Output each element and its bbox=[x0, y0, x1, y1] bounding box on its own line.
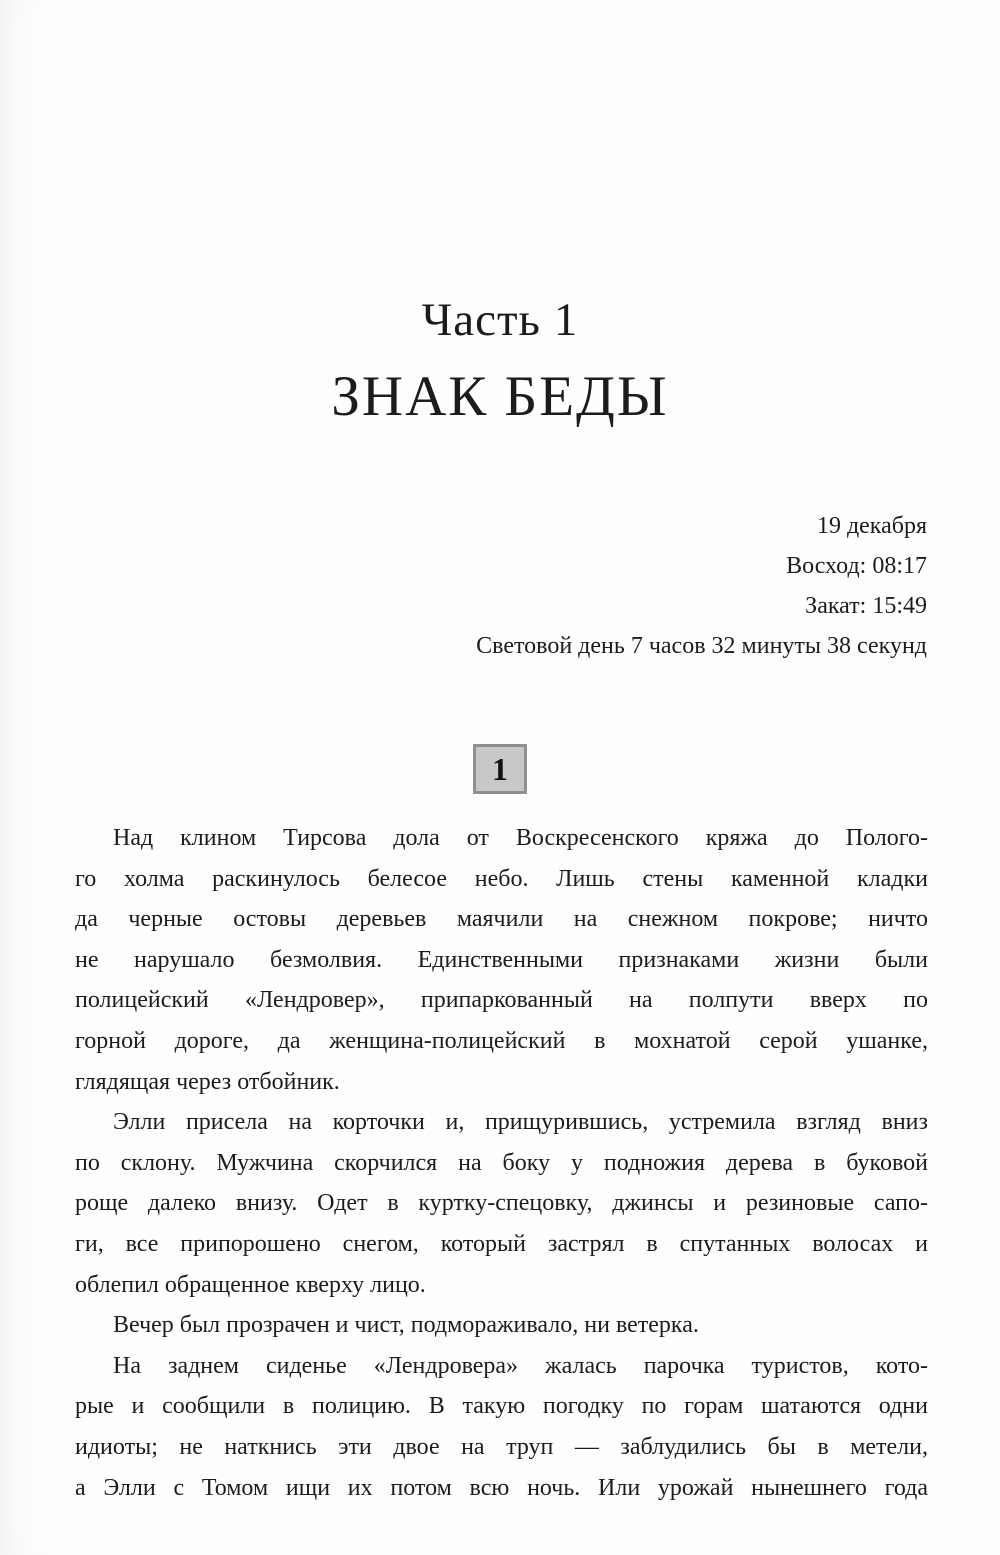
text-line: На заднем сиденье «Лендровера» жалась парочка туристов, кото- bbox=[113, 1352, 928, 1379]
paragraph bbox=[75, 1346, 928, 1508]
text-line: а Элли с Томом ищи их потом всю ночь. Или урожай нынешнего года bbox=[75, 1474, 928, 1501]
text-line: глядящая через отбойник. bbox=[75, 1068, 340, 1095]
epigraph-line: Закат: 15:49 bbox=[805, 593, 927, 619]
book-title: ЗНАК БЕДЫ bbox=[331, 365, 669, 428]
text-line: идиоты; не наткнись эти двое на труп — заблудились бы в метели, bbox=[75, 1433, 928, 1460]
paragraph bbox=[75, 1305, 928, 1346]
text-line: Элли присела на корточки и, прищурившись, устремила взгляд вниз bbox=[113, 1109, 928, 1136]
body-text bbox=[75, 818, 928, 1508]
text-line: ги, все припорошено снегом, который застрял в спутанных волосах и bbox=[75, 1230, 928, 1257]
text-line: не нарушало безмолвия. Единственными признаками жизни были bbox=[75, 946, 928, 973]
epigraph-line: Световой день 7 часов 32 минуты 38 секунд bbox=[476, 633, 927, 659]
part-title: Часть 1 bbox=[421, 294, 579, 346]
text-line: роще далеко внизу. Одет в куртку-спецовку, джинсы и резиновые сапо- bbox=[75, 1190, 928, 1217]
text-line: горной дороге, да женщина-полицейский в мохнатой серой ушанке, bbox=[75, 1027, 928, 1054]
text-line: облепил обращенное кверху лицо. bbox=[75, 1271, 426, 1298]
text-line: полицейский «Лендровер», припаркованный на полпути вверх по bbox=[75, 987, 928, 1014]
chapter-number: 1 bbox=[492, 750, 508, 787]
text-line: рые и сообщили в полицию. В такую погодку по горам шатаются одни bbox=[75, 1393, 928, 1420]
text-line: по склону. Мужчина скорчился на боку у подножия дерева в буковой bbox=[75, 1149, 928, 1176]
text-line: Вечер был прозрачен и чист, подмораживало, ни ветерка. bbox=[113, 1312, 699, 1339]
text-line: Над клином Тирсова дола от Воскресенского кряжа до Полого- bbox=[113, 825, 928, 851]
chapter-number-box bbox=[473, 744, 527, 794]
epigraph-line: 19 декабря bbox=[816, 513, 927, 539]
text-line: да черные остовы деревьев маячили на снежном покрове; ничто bbox=[75, 906, 928, 933]
epigraph-line: Восход: 08:17 bbox=[786, 553, 927, 579]
paragraph bbox=[75, 818, 928, 1102]
epigraph bbox=[476, 506, 927, 666]
text-line: го холма раскинулось белесое небо. Лишь стены каменной кладки bbox=[75, 865, 928, 892]
paragraph bbox=[75, 1102, 928, 1305]
